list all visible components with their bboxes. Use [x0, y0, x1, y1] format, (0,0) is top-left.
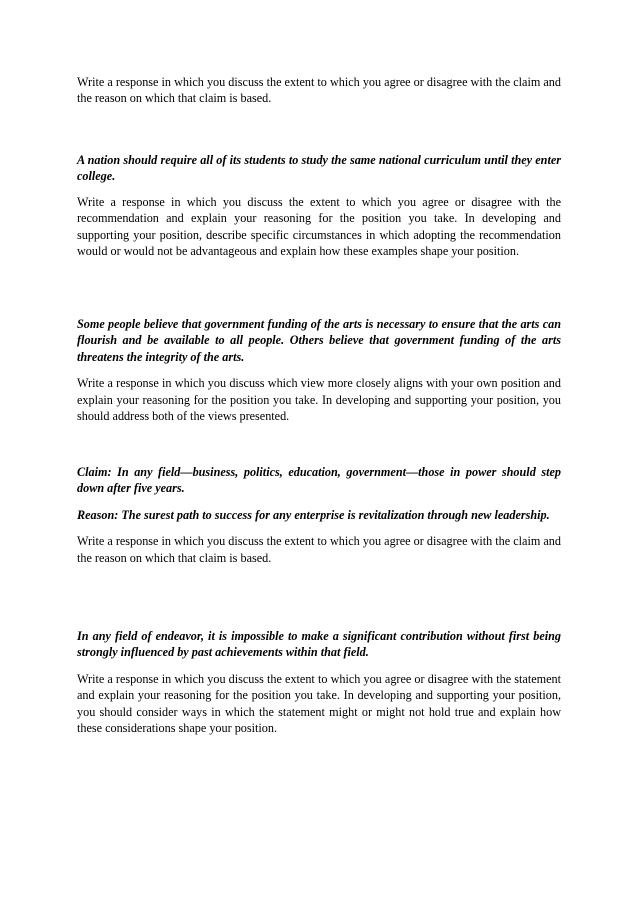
essay-section-2: [77, 316, 561, 424]
essay-section-4: [77, 628, 561, 736]
essay-1-instruction: Write a response in which you discuss the extent to which you agree or disagree with the recommendation and explain your reasoning for the position you take. In developing and supporting your position, describe specific circumstances in which adopting the recommendation would or would not be advantageous and explain how these examples shape your position.: [77, 194, 561, 259]
essay-2-instruction: Write a response in which you discuss which view more closely aligns with your own position and explain your reasoning for the position you take. In developing and supporting your position, you should address both of the views presented.: [77, 376, 561, 424]
essay-2-prompt: Some people believe that government funding of the arts is necessary to ensure that the arts can flourish and be available to all people. Others believe that government funding of the arts threatens the integrity of the arts.: [77, 317, 561, 364]
essay-3-claim: Claim: In any field—business, politics, education, government—those in power should step down after five years.: [77, 465, 561, 496]
essay-3-instruction: Write a response in which you discuss the extent to which you agree or disagree with the claim and the reason on which that claim is based.: [77, 534, 561, 565]
essay-section-3: [77, 464, 561, 566]
essay-1-prompt: A nation should require all of its students to study the same national curriculum until they enter college.: [77, 153, 561, 184]
intro-instruction: Write a response in which you discuss the extent to which you agree or disagree with the claim and the reason on which that claim is based.: [77, 75, 561, 106]
essay-4-prompt: In any field of endeavor, it is impossible to make a significant contribution without first being strongly influenced by past achievements within that field.: [77, 629, 561, 660]
essay-3-reason: Reason: The surest path to success for any enterprise is revitalization through new leadership.: [77, 507, 550, 522]
essay-4-instruction: Write a response in which you discuss the extent to which you agree or disagree with the statement and explain your reasoning for the position you take. In developing and supporting your position, you should consider ways in which the statement might or might not hold true and explain how these considerations shape your position.: [77, 671, 561, 736]
essay-section-1: [77, 152, 561, 259]
intro-section: [77, 74, 561, 107]
